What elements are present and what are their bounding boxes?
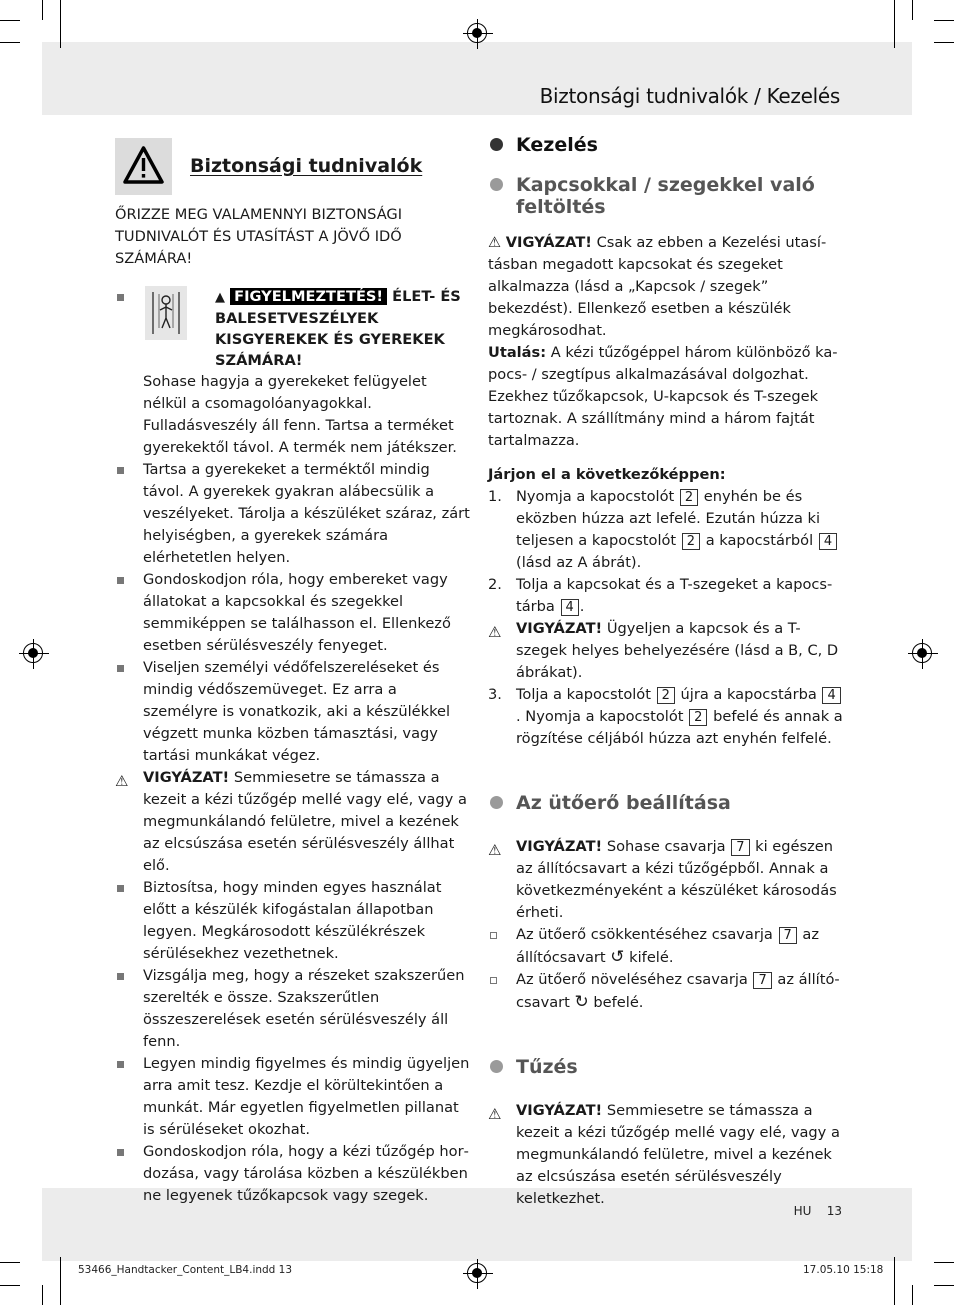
slug-file: 53466_Handtacker_Content_LB4.indd 13 [78,1264,293,1276]
part-ref: 4 [819,533,837,550]
warning-label: FIGYELMEZTETÉS! [230,288,387,305]
registration-mark-icon [467,23,487,43]
clockwise-icon: ↻ [574,992,589,1012]
part-ref: 2 [689,709,707,726]
procedure-heading: Járjon el a következőképpen: [488,466,726,483]
slug-date: 17.05.10 15:18 [803,1264,884,1276]
crop-mark [934,20,954,21]
operation-column [488,132,844,1210]
list-item: Gondoskodjon róla, hogy embereket vagy állatokat a kapcsokkal és szegekkel semmiképpen se találhasson el. Ellenkező esetben sérülésveszély fenyeget. [115,569,470,657]
page-header-title: Biztonsági tudnivalók / Kezelés [539,84,840,108]
warning-body: Sohase hagyja a gyerekeket felügyelet nélkül a csomagolóanyagokkal. Fulladásveszély áll fenn. Tartsa a terméket gyerekektől távol. A termék nem játékszer. [143,373,457,456]
safety-heading-row [115,138,470,198]
crop-mark [894,0,895,48]
bullet [117,294,124,301]
warning-box [115,138,172,195]
impact-heading: Az ütőerő beállítása [488,790,844,816]
counterclockwise-icon: ↺ [610,947,625,967]
language-code: HU [793,1204,812,1218]
crop-mark [42,1285,43,1305]
caution-icon: ⚠ [488,1105,502,1123]
caution-icon: ⚠ [488,234,502,251]
crop-mark [934,1262,954,1263]
warning-title: ÉLET- ÉS BALESETVESZÉLYEK KISGYEREKEK ÉS GYEREKEK SZÁMÁRA! [215,288,461,369]
bullet [117,467,124,474]
part-ref: 2 [680,489,698,506]
safety-intro: ŐRIZZE MEG VALAMENNYI BIZTONSÁGI TUDNIVALÓT ÉS UTASÍTÁST A JÖVŐ IDŐ SZÁMÁRA! [115,206,403,267]
operation-heading: Kezelés [488,132,844,158]
section-bullet-icon [490,1060,503,1073]
warning-title-block [215,286,470,371]
crop-mark [934,1285,954,1286]
bullet [117,885,124,892]
bullet [117,665,124,672]
part-ref: 2 [682,533,700,550]
caution-icon: ⚠ [488,623,502,641]
part-ref: 4 [822,687,840,704]
section-bullet-icon [490,138,503,151]
caution-icon: ⚠ [488,841,502,859]
caution-item: ⚠ VIGYÁZAT! Ügyeljen a kapcsok és a T-szegek helyes behelyezésére (lásd a B, C, D ábrákat). [488,620,839,681]
list-item: Legyen mindig figyelmes és mindig ügyeljen arra amit tesz. Kezdje el körültekintően a munkát. Már egyetlen figyelmetlen pillanat is sérüléseket okozhat. [115,1053,470,1141]
part-ref: 4 [561,599,579,616]
part-ref: 7 [779,927,797,944]
section-bullet-icon [490,178,503,191]
step-1: 1. Nyomja a kapocstolót 2 enyhén be és eközben húzza azt lefelé. Ezután húzza ki teljesen a kapocstolót 2 a kapocstárból 4 (lásd az A ábrát). [488,486,844,574]
safety-heading: Biztonsági tudnivalók [190,155,423,177]
bullet [117,1149,124,1156]
crop-mark [912,1285,913,1305]
bullet [117,1061,124,1068]
crop-mark [0,1262,20,1263]
crop-mark [0,20,20,21]
child-hazard-box [145,286,187,340]
warning-triangle-icon [115,138,172,195]
bullet [117,577,124,584]
part-ref: 7 [731,839,749,856]
safety-column [115,138,470,1207]
list-item: Viseljen személyi védőfelszereléseket és mindig védőszemüveget. Ez arra a személyre is vonatkozik, aki a készülékkel végzett munka közben támasztási, vagy tartási munkákat végez. [115,657,470,767]
adjust-item: Az ütőerő növeléséhez csavarja 7 az állítócsavart ↻ befelé. [488,969,844,1014]
list-item: Tartsa a gyerekeket a terméktől mindig távol. A gyerekek gyakran alábecsülik a veszélyeket. Tárolja a készüléket száraz, zárt helyiségben, a gyerekek számára elérhetetlen helyen. [115,459,470,569]
part-ref: 2 [657,687,675,704]
warning-item [115,286,470,459]
crop-mark [0,1285,20,1286]
caution-icon: ⚠ [115,772,129,790]
step-3: 3. Tolja a kapocstolót 2 újra a kapocstárba 4. Nyomja a kapocstolót 2 befelé és annak a rögzítése céljából húzza azt enyhén felfelé. [488,686,843,747]
section-bullet-icon [490,796,503,809]
step-2: 2. Tolja a kapcsokat és a T-szegeket a kapocstárba 4 . [488,576,833,615]
crop-mark [60,1257,61,1305]
crop-mark [934,42,954,43]
crop-mark [912,0,913,20]
page-number-value: 13 [826,1204,842,1218]
crop-mark [42,0,43,20]
caution-item: ⚠ VIGYÁZAT! Sohase csavarja 7 ki egészen az állítócsavart a kézi tűzőgépből. Annak a következményeként a készüléket károsodás érheti. [488,838,837,921]
note-paragraph: Utalás: A kézi tűzőgéppel három különböző kapocs- / szegtípus alkalmazásával dolgozhat. Ezekhez tűzőkapcsok, U-kapcsok és T-szegek tartoznak. A szállítmány mind a három fajtát tartalmazza. [488,344,838,449]
crop-mark [894,1257,895,1305]
list-item: Vizsgálja meg, hogy a részeket szakszerűen szerelték e össze. Szakszerűtlen összeszerelések esetén sérülésveszély áll fenn. [115,965,470,1053]
caution-item: ⚠ VIGYÁZAT! Semmiesetre se támassza a kezeit a kézi tűzőgép mellé vagy elé, vagy a megmunkálandó felületre, mivel a kezének az elcsúszása esetén sérülésveszély keletkezhet. [488,1102,840,1207]
part-ref: 7 [753,972,771,989]
bullet [117,973,124,980]
list-item: Gondoskodjon róla, hogy a kézi tűzőgép hordozása, vagy tárolása közben a készülékben ne legyenek tűzőkapcsok vagy szegek. [115,1141,470,1207]
caution-item: ⚠ VIGYÁZAT! Semmiesetre se támassza a kezeit a kézi tűzőgép mellé vagy elé, vagy a megmunkálandó felületre, mivel a kezének az elcsúszása esetén sérülésveszély állhat elő. [115,769,467,874]
caution-paragraph: ⚠ VIGYÁZAT! Csak az ebben a Kezelési utasításban megadott kapcsokat és szegeket alkalmazza (lásd a „Kapcsok / szegek” bekezdést). Ellenkező esetben a készülék megkárosodhat. [488,234,827,339]
registration-mark-icon [912,643,932,663]
list-item: Biztosítsa, hogy minden egyes használat előtt a készülék kifogástalan állapotban legyen. Megkárosodott készülékrészek sérülésekhez vezethetnek. [115,877,470,965]
adjust-item: Az ütőerő csökkentéséhez csavarja 7 az állítócsavart ↺ kifelé. [488,924,844,969]
bullet [490,977,497,984]
bullet [490,932,497,939]
caution-label: VIGYÁZAT! [143,769,230,786]
child-hazard-icon [145,286,187,340]
registration-mark-icon [23,643,43,663]
warning-small-icon: ▲ [215,290,225,305]
crop-mark [0,42,20,43]
loading-heading: Kapcsokkal / szegekkel való feltöltés [488,174,844,218]
crop-mark [60,0,61,48]
registration-mark-icon [467,1263,487,1283]
stapling-heading: Tűzés [488,1054,844,1080]
